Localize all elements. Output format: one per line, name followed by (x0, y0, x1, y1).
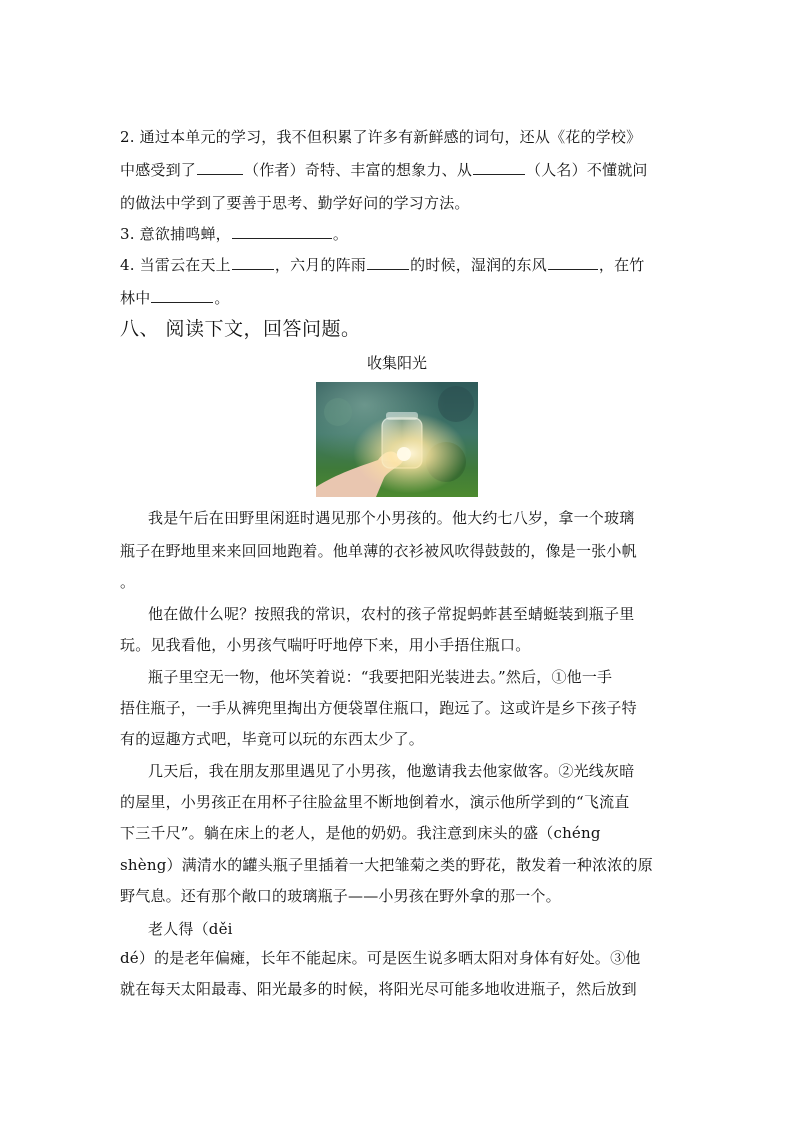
article-line-1: 我是午后在田野里闲逛时遇见那个小男孩的。他大约七八岁，拿一个玻璃 (148, 509, 635, 527)
q2-blank-person[interactable] (473, 160, 525, 175)
q4-blank-4[interactable] (151, 288, 213, 303)
q4-text-a: 4. 当雷云在天上 (120, 256, 231, 274)
article-line-2: 瓶子在野地里来来回回地跑着。他单薄的衣衫被风吹得鼓鼓的，像是一张小帆 (120, 542, 637, 560)
article-line-12: shèng）满清水的罐头瓶子里插着一大把雏菊之类的野花，散发着一种浓浓的原 (120, 856, 653, 874)
q4-text-f: 。 (214, 289, 230, 307)
q2-text-c: （人名）不懂就问 (526, 161, 648, 179)
q4-line-1 (120, 254, 680, 276)
section-title: 八、 阅读下文，回答问题。 (120, 318, 361, 340)
article-line-10: 的屋里，小男孩正在用杯子往脸盆里不断地倒着水，演示他所学到的“飞流直 (120, 793, 630, 811)
q4-text-e: 林中 (120, 289, 151, 307)
article-line-7: 捂住瓶子，一手从裤兜里掏出方便袋罩住瓶口，跑远了。这或许是乡下孩子特 (120, 699, 637, 717)
q3-text-a: 3. 意欲捕鸣蝉， (120, 225, 231, 243)
q4-text-c: 的时候，湿润的东风 (410, 256, 547, 274)
q2-text-b: （作者）奇特、丰富的想象力、从 (244, 161, 473, 179)
article-line-3: 。 (120, 573, 136, 591)
q3-line (120, 223, 680, 245)
q3-blank[interactable] (232, 224, 332, 239)
article-line-11: 下三千尺”。躺在床上的老人，是他的奶奶。我注意到床头的盛（chéng (120, 824, 601, 842)
q4-blank-1[interactable] (232, 255, 274, 270)
article-line-4: 他在做什么呢？按照我的常识，农村的孩子常捉蚂蚱甚至蜻蜓装到瓶子里 (148, 605, 635, 623)
q4-text-d: ，在竹 (598, 256, 645, 274)
article-line-5: 玩。见我看他，小男孩气喘吁吁地停下来，用小手捂住瓶口。 (120, 636, 531, 654)
q2-text-a: 中感受到了 (120, 161, 197, 179)
q4-blank-2[interactable] (367, 255, 409, 270)
jar-of-sunlight-photo (316, 382, 478, 497)
q2-line-1: 2. 通过本单元的学习，我不但积累了许多有新鲜感的词句，还从《花的学校》 (120, 128, 642, 146)
article-line-8: 有的逗趣方式吧，毕竟可以玩的东西太少了。 (120, 730, 425, 748)
q4-text-b: ，六月的阵雨 (274, 256, 367, 274)
article-line-9: 几天后，我在朋友那里遇见了小男孩，他邀请我去他家做客。②光线灰暗 (148, 762, 635, 780)
q2-line-2 (120, 159, 680, 181)
article-line-14: 老人得（děi (148, 920, 233, 938)
article-line-15: dé）的是老年偏瘫，长年不能起床。可是医生说多晒太阳对身体有好处。③他 (120, 949, 641, 967)
article-line-13: 野气息。还有那个敞口的玻璃瓶子——小男孩在野外拿的那一个。 (120, 887, 561, 905)
q4-blank-3[interactable] (548, 255, 598, 270)
article-title: 收集阳光 (366, 354, 427, 372)
article-line-16: 就在每天太阳最毒、阳光最多的时候，将阳光尽可能多地收进瓶子，然后放到 (120, 980, 637, 998)
q2-line-3: 的做法中学到了要善于思考、勤学好问的学习方法。 (120, 194, 470, 212)
q2-blank-author[interactable] (197, 160, 243, 175)
article-line-6: 瓶子里空无一物，他坏笑着说：“我要把阳光装进去。”然后，①他一手 (148, 668, 613, 686)
q3-text-b: 。 (332, 225, 349, 243)
q4-line-2 (120, 287, 680, 309)
